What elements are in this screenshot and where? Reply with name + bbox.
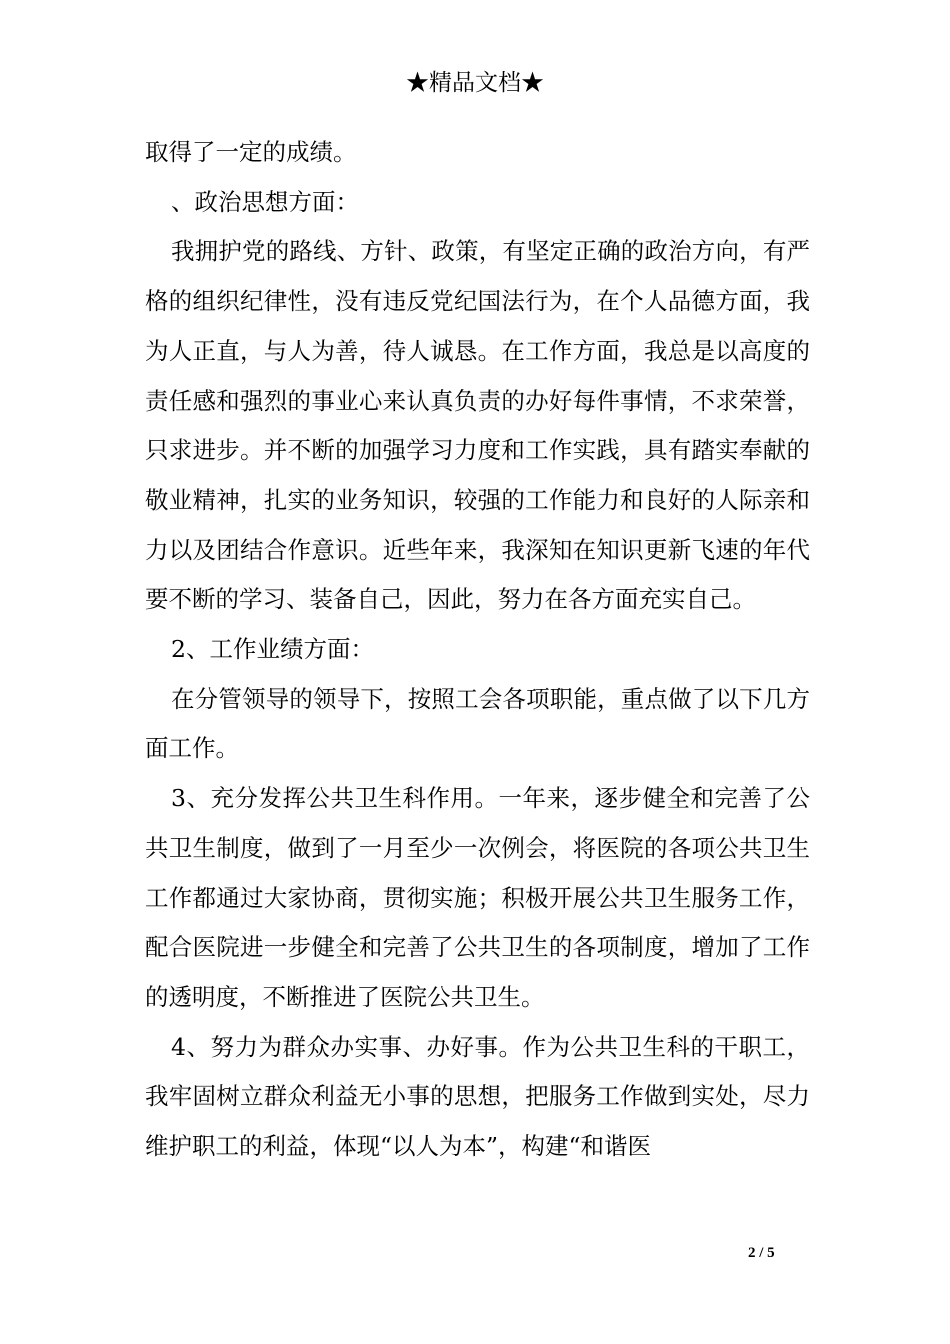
page-number: 2 / 5 xyxy=(748,1245,775,1261)
paragraph-serve-masses: 4、努力为群众办实事、办好事。作为公共卫生科的干职工，我牢固树立群众利益无小事的思想，把服务工作做到实处，尽力维护职工的利益，体现“以人为本”，构建“和谐医 xyxy=(145,1032,810,1161)
paragraph-political-thought: 我拥护党的路线、方针、政策，有坚定正确的政治方向，有严格的组织纪律性，没有违反党纪国法行为，在个人品德方面，我为人正直，与人为善，待人诚恳。在工作方面，我总是以高度的责任感和强烈的事业心来认真负责的办好每件事情，不求荣誉，只求进步。并不断的加强学习力度和工作实践，具有踏实奉献的敬业精神，扎实的业务知识，较强的工作能力和良好的人际亲和力以及团结合作意识。近些年来，我深知在知识更新飞速的年代要不断的学习、装备自己，因此，努力在各方面充实自己。 xyxy=(145,237,810,614)
section-heading-political: 、政治思想方面： xyxy=(171,187,359,216)
paragraph-continuation: 取得了一定的成绩。 xyxy=(145,138,357,166)
document-header xyxy=(0,66,950,100)
section-heading-work-performance: 2、工作业绩方面： xyxy=(171,635,374,664)
paragraph-public-health: 3、充分发挥公共卫生科作用。一年来，逐步健全和完善了公共卫生制度，做到了一月至少一次例会，将医院的各项公共卫生工作都通过大家协商，贯彻实施；积极开展公共卫生服务工作，配合医院进一步健全和完善了公共卫生的各项制度，增加了工作的透明度，不断推进了医院公共卫生。 xyxy=(145,784,810,1011)
document-body xyxy=(145,128,810,1172)
paragraph-work-overview: 在分管领导的领导下，按照工会各项职能，重点做了以下几方面工作。 xyxy=(145,684,810,763)
header-title: ★精品文档★ xyxy=(406,70,544,96)
